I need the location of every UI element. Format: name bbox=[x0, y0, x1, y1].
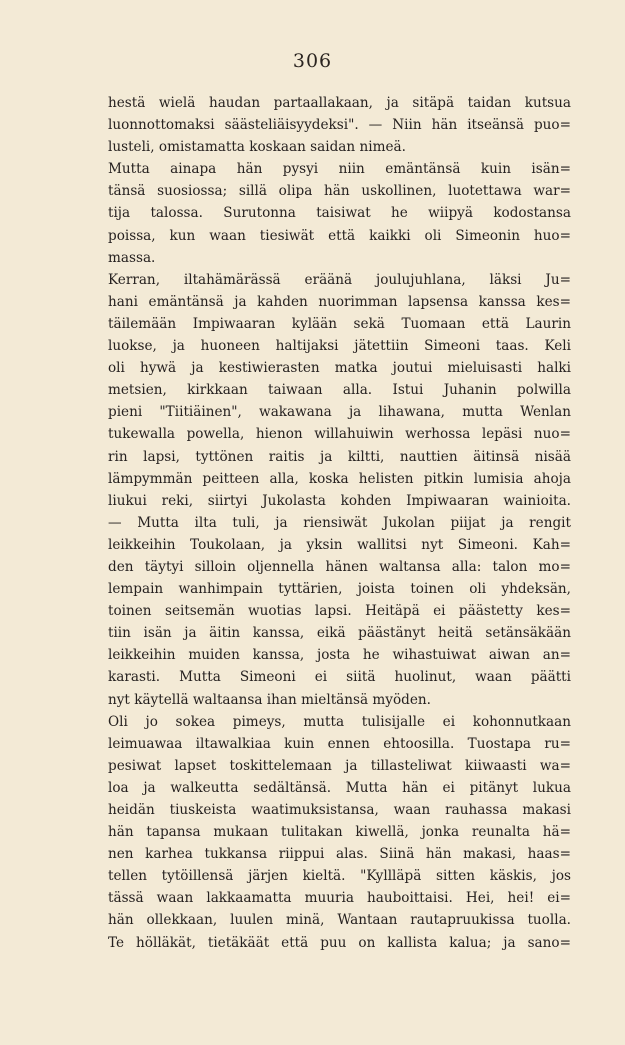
text-line: oli hywä ja kestiwierasten matka joutui mieluisasti halki bbox=[108, 360, 571, 377]
text-line: nen karhea tukkansa riippui alas. Siinä hän makasi, haas= bbox=[108, 846, 571, 863]
text-line: tellen tytöillensä järjen kieltä. "Kyllläpä sitten käskis, jos bbox=[108, 868, 571, 885]
text-line: lempain wanhimpain tyttärien, joista toinen oli yhdeksän, bbox=[108, 581, 571, 598]
text-line: hestä wielä haudan partaallakaan, ja sitäpä taidan kutsua bbox=[108, 95, 571, 111]
text-line: Oli jo sokea pimeys, mutta tulisijalle ei kohonnutkaan bbox=[108, 713, 571, 730]
text-line: leimuawaa iltawalkiaa kuin ennen ehtoosilla. Tuostapa ru= bbox=[108, 735, 571, 752]
text-line: liukui reki, siirtyi Jukolasta kohden Impiwaaran wainioita. bbox=[108, 492, 571, 509]
text-line: pieni "Tiitiäinen", wakawana ja lihawana, mutta Wenlan bbox=[108, 404, 571, 421]
text-line: — Mutta ilta tuli, ja riensiwät Jukolan piijat ja rengit bbox=[108, 514, 571, 531]
text-line: hän tapansa mukaan tulitakan kiwellä, jonka reunalta hä= bbox=[108, 824, 571, 841]
text-line: Kerran, iltahämärässä eräänä joulujuhlana, läksi Ju= bbox=[108, 271, 571, 288]
text-line: den täytyi silloin oljennella hänen waltansa alla: talon mo= bbox=[108, 558, 571, 575]
text-line: luonnottomaksi säästeliäisyydeksi". — Niin hän itseänsä puo= bbox=[108, 117, 571, 134]
text-line: massa. bbox=[108, 249, 156, 266]
page-number: 306 bbox=[292, 50, 333, 72]
text-line: hani emäntänsä ja kahden nuorimman lapsensa kanssa kes= bbox=[108, 293, 571, 310]
body-text bbox=[108, 92, 571, 954]
text-line: nyt käytellä waltaansa ihan mieltänsä myöden. bbox=[108, 691, 431, 708]
text-line: heidän tiuskeista waatimuksistansa, waan rauhassa makasi bbox=[108, 802, 571, 818]
text-line: tija talossa. Surutonna taisiwat he wiipyä kodostansa bbox=[108, 205, 571, 222]
text-line: lämpymmän peitteen alla, koska helisten pitkin lumisia ahoja bbox=[108, 470, 571, 487]
text-line: loa ja walkeutta sedältänsä. Mutta hän ei pitänyt lukua bbox=[108, 779, 571, 796]
text-line: rin lapsi, tyttönen raitis ja kiltti, nauttien äitinsä nisää bbox=[108, 448, 571, 465]
text-line: metsien, kirkkaan taiwaan alla. Istui Juhanin polwilla bbox=[108, 382, 571, 399]
text-line: hän ollekkaan, luulen minä, Wantaan rautapruukissa tuolla. bbox=[108, 912, 571, 929]
text-line: Mutta ainapa hän pysyi niin emäntänsä kuin isän= bbox=[108, 161, 571, 178]
text-line: luokse, ja huoneen haltijaksi jätettiin Simeoni taas. Keli bbox=[108, 338, 571, 355]
text-line: poissa, kun waan tiesiwät että kaikki oli Simeonin huo= bbox=[108, 227, 571, 244]
text-line: pesiwat lapset toskittelemaan ja tillasteliwat kiiwaasti wa= bbox=[108, 757, 571, 774]
text-line: tiin isän ja äitin kanssa, eikä päästänyt heitä setänsäkään bbox=[108, 625, 571, 642]
text-line: leikkeihin Toukolaan, ja yksin wallitsi nyt Simeoni. Kah= bbox=[108, 536, 571, 553]
text-line: lusteli, omistamatta koskaan saidan nimeä. bbox=[108, 139, 406, 156]
text-line: tässä waan lakkaamatta muuria hauboittaisi. Hei, hei! ei= bbox=[108, 890, 571, 907]
text-line: toinen seitsemän wuotias lapsi. Heitäpä ei päästetty kes= bbox=[108, 603, 571, 620]
text-line: täilemään Impiwaaran kylään sekä Tuomaan että Laurin bbox=[108, 315, 571, 332]
text-line: tukewalla powella, hienon willahuiwin werhossa lepäsi nuo= bbox=[108, 426, 571, 443]
text-line: karasti. Mutta Simeoni ei siitä huolinut, waan päätti bbox=[108, 669, 571, 686]
text-line: leikkeihin muiden kanssa, josta he wihastuiwat aiwan an= bbox=[108, 647, 571, 664]
text-line: tänsä suosiossa; sillä olipa hän uskollinen, luotettawa war= bbox=[108, 183, 571, 200]
text-line: Te hölläkät, tietäkäät että puu on kallista kalua; ja sano= bbox=[108, 934, 571, 951]
